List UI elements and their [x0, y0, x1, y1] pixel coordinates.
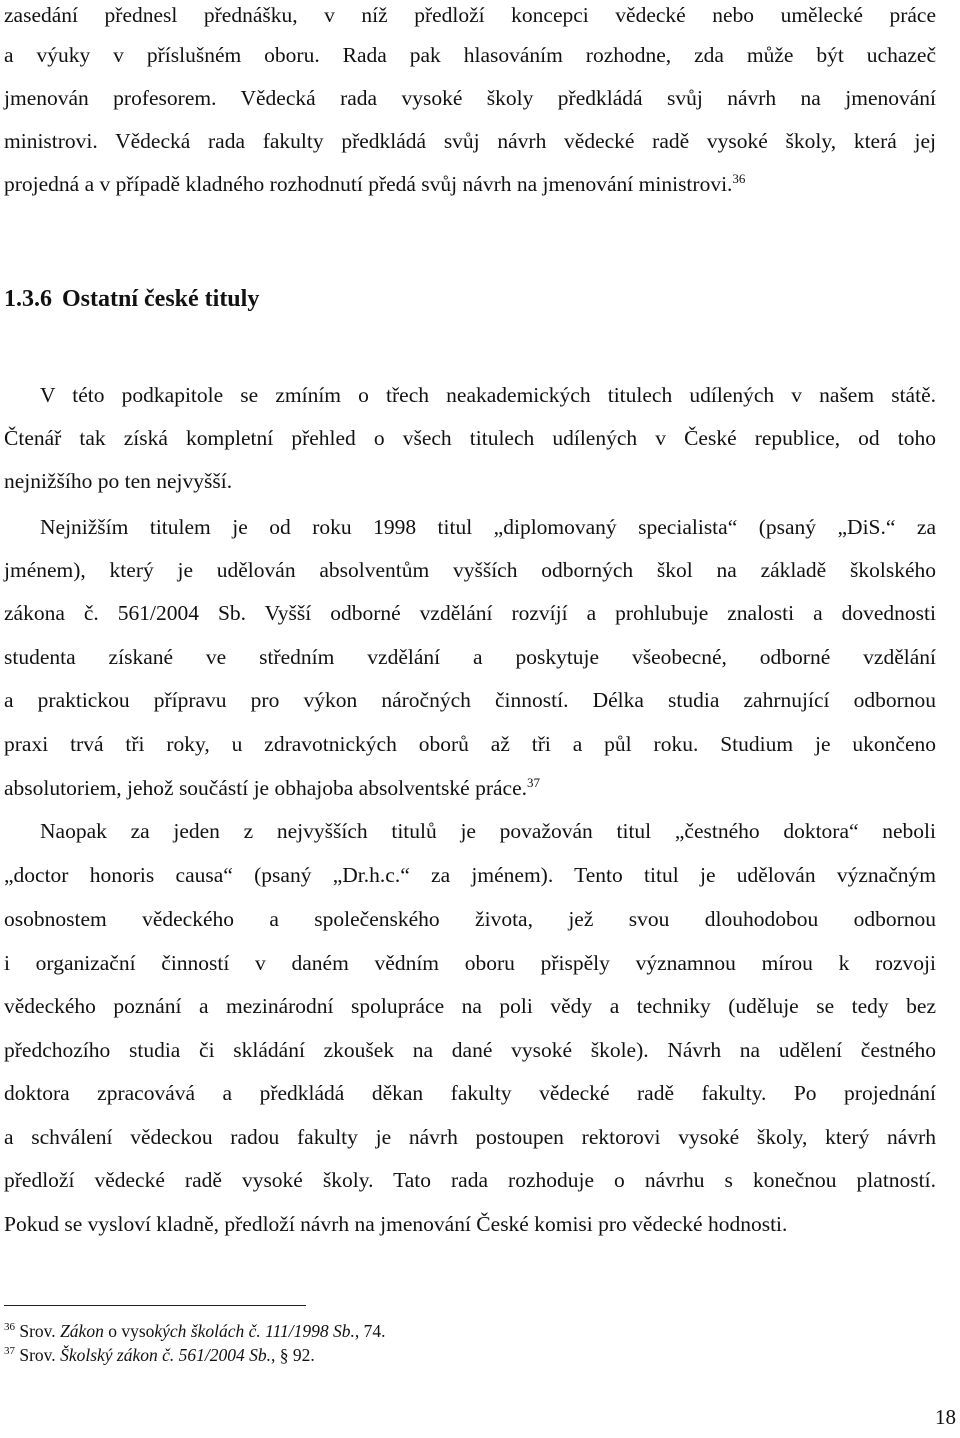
body-text-line: a praktickou přípravu pro výkon náročných činností. Délka studia zahrnující odbornou: [4, 688, 936, 712]
page-number: 18: [935, 1405, 956, 1429]
body-text-line: zasedání přednesl přednášku, v níž předloží koncepci vědecké nebo umělecké práce: [4, 3, 936, 27]
footnote-reference[interactable]: 37: [527, 774, 541, 790]
body-text-line: doktora zpracovává a předkládá děkan fakulty vědecké radě fakulty. Po projednání: [4, 1081, 936, 1105]
section-title: Ostatní české tituly: [62, 286, 260, 312]
body-text-line: studenta získané ve středním vzdělání a poskytuje všeobecné, odborné vzdělání: [4, 645, 936, 669]
body-text-line: předloží vědecké radě vysoké školy. Tato rada rozhoduje o návrhu s konečnou platností.: [4, 1168, 936, 1192]
footnote-text: , 74.: [354, 1321, 386, 1341]
body-text-line: jmenován profesorem. Vědecká rada vysoké školy předkládá svůj návrh na jmenování: [4, 86, 936, 110]
footnote: [4, 1320, 386, 1342]
body-text-line: zákona č. 561/2004 Sb. Vyšší odborné vzdělání rozvíjí a prohlubuje znalosti a dovednosti: [4, 601, 936, 625]
footnote-text: o vyso: [103, 1321, 155, 1341]
section-heading: [4, 284, 259, 314]
body-text-line: V této podkapitole se zmíním o třech neakademických titulech udílených v našem státě.: [40, 383, 936, 407]
footnote-italic: kých školách č. 111/1998 Sb.: [154, 1321, 355, 1341]
footnote-italic: Školský zákon č. 561/2004 Sb.: [60, 1345, 271, 1365]
body-text-line: a schválení vědeckou radou fakulty je návrh postoupen rektorovi vysoké školy, který návrh: [4, 1125, 936, 1149]
body-text: projedná a v případě kladného rozhodnutí předá svůj návrh na jmenování ministrovi.: [4, 172, 733, 196]
body-text-line: praxi trvá tři roky, u zdravotnických oborů až tři a půl roku. Studium je ukončeno: [4, 732, 936, 756]
body-text-line: [4, 773, 936, 803]
section-sign: §: [279, 1345, 289, 1365]
body-text-line: „doctor honoris causa“ (psaný „Dr.h.c.“ za jménem). Tento titul je udělován význačným: [4, 863, 936, 887]
footnote: [4, 1344, 315, 1366]
footnote-text: Srov.: [19, 1345, 61, 1365]
footnote-text: ,: [271, 1345, 280, 1365]
body-text-line: Nejnižším titulem je od roku 1998 titul „diplomovaný specialista“ (psaný „DiS.“ za: [40, 515, 936, 539]
body-text-line: vědeckého poznání a mezinárodní spolupráce na poli vědy a techniky (uděluje se tedy bez: [4, 994, 936, 1018]
section-number: 1.3.6: [4, 286, 52, 312]
body-text-line: Naopak za jeden z nejvyšších titulů je považován titul „čestného doktora“ neboli: [40, 819, 936, 843]
footnote-reference[interactable]: 36: [732, 170, 746, 186]
body-text-line: Čtenář tak získá kompletní přehled o všech titulech udílených v České republice, od toho: [4, 426, 936, 450]
body-text-line: i organizační činností v daném vědním oboru přispěly významnou mírou k rozvoji: [4, 951, 936, 975]
body-text-line: nejnižšího po ten nejvyšší.: [4, 469, 233, 493]
body-text-line: Pokud se vysloví kladně, předloží návrh na jmenování České komisi pro vědecké hodnosti.: [4, 1212, 788, 1236]
footnote-number: 36: [4, 1321, 15, 1334]
body-text-line: a výuky v příslušném oboru. Rada pak hlasováním rozhodne, zda může být uchazeč: [4, 43, 936, 67]
body-text-line: osobnostem vědeckého a společenského života, jež svou dlouhodobou odbornou: [4, 907, 936, 931]
footnote-text: Srov.: [19, 1321, 61, 1341]
body-text: absolutoriem, jehož součástí je obhajoba absolventské práce.: [4, 776, 528, 800]
body-text-line: jménem), který je udělován absolventům vyšších odborných škol na základě školského: [4, 558, 936, 582]
body-text-line: ministrovi. Vědecká rada fakulty předkládá svůj návrh vědecké radě vysoké školy, která jej: [4, 129, 936, 153]
footnote-italic: Zákon: [60, 1321, 104, 1341]
body-text-line: [4, 169, 936, 199]
footnote-number: 37: [4, 1345, 15, 1358]
footnote-text: 92.: [288, 1345, 315, 1365]
body-text-line: předchozího studia či skládání zkoušek na dané vysoké škole). Návrh na udělení čestného: [4, 1038, 936, 1062]
footnote-separator: [4, 1305, 306, 1306]
